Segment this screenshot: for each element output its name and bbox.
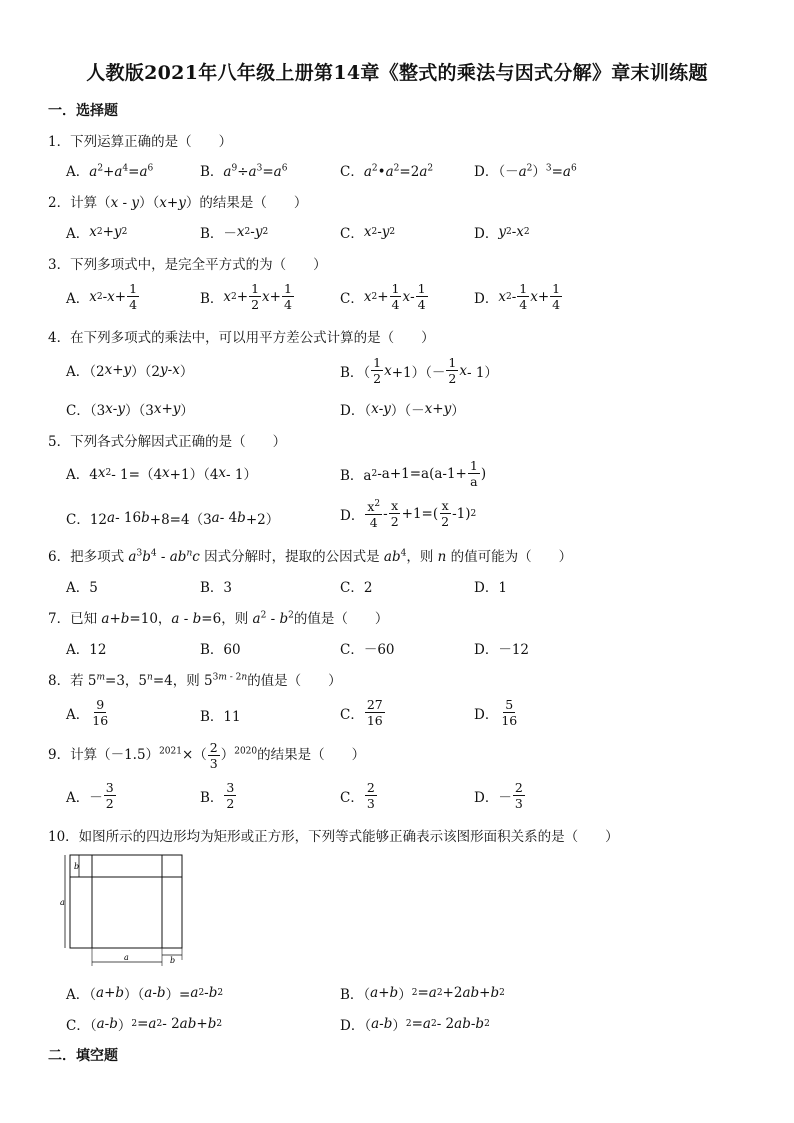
q5-option-a[interactable]: A．4 x 2 - 1=（4 x +1）（4 x - 1）	[66, 465, 257, 483]
q5-option-b[interactable]: B．a 2 -a+1=a(a-1+ $\frac{1}{a}$ )	[340, 458, 487, 489]
question-3: 3．下列多项式中，是完全平方式的为（ ）	[48, 257, 327, 273]
q9-option-b[interactable]: B． $\frac{3}{2}$	[200, 780, 235, 811]
q4-option-c[interactable]: C．（3 x - y ）（3 x + y ）	[66, 401, 194, 419]
q6-option-c[interactable]: C．2	[340, 580, 373, 596]
q1-b-text: B．$a^9\div a^3=a^6$	[200, 163, 288, 180]
q7-option-c[interactable]: C．－60	[340, 642, 395, 658]
question-2: 2．计算（x - y）（x+y）的结果是（ ）	[48, 195, 308, 211]
q1-c-text: C．$a^2•a^2=2a^2$	[340, 163, 434, 180]
q1-option-d[interactable]	[474, 160, 577, 180]
section-choice: 一．选择题	[48, 103, 118, 119]
q7-option-a[interactable]: A．12	[66, 642, 107, 658]
q2-option-d[interactable]: D． y 2 - x 2	[474, 224, 530, 242]
q1-a-text: A．$a^2+a^4=a^6$	[66, 163, 154, 180]
q1-option-c[interactable]	[340, 160, 433, 180]
figure-label-a-left: a	[60, 898, 65, 907]
figure-label-b-left: b	[74, 862, 80, 871]
page-title: 人教版2021年八年级上册第14章《整式的乘法与因式分解》章末训练题	[86, 62, 708, 84]
q6-option-a[interactable]: A．5	[66, 580, 98, 596]
q5-option-c[interactable]: C．12 a - 16 b +8=4（3 a - 4 b +2）	[66, 510, 280, 528]
question-10: 10．如图所示的四边形均为矩形或正方形，下列等式能够正确表示该图形面积关系的是（ ）	[48, 829, 619, 845]
q3-option-b[interactable]: B． x 2 + $\frac{1}{2}$ x + $\frac{1}{4}$	[200, 281, 292, 312]
question-6: 6．把多项式 $a^3b^4 - ab^nc$ 因式分解时，提取的公因式是 $ab^4$，则 n 的值可能为（ ）	[48, 548, 573, 565]
q4-option-a[interactable]: A．（2 x + y ）（2 y - x ）	[66, 362, 194, 380]
q10-option-c[interactable]: C．（ a - b ） 2 = a 2 - 2 ab + b 2	[66, 1016, 223, 1034]
area-figure	[62, 850, 192, 970]
question-1: 1．下列运算正确的是（ ）	[48, 134, 233, 150]
question-7: 7．已知 a+b=10，a - b=6，则 $a^2 - b^2$的值是（ ）	[48, 610, 389, 627]
q5-option-d[interactable]: D． $\frac{x^2}{4}$ - $\frac{x}{2}$ +1=( $\frac{x}{2}$ -1) 2	[340, 498, 477, 531]
question-8: 8．若 $5^m=3$，$5^n=4$，则 $5^{3m - 2n}$的值是（ ）	[48, 672, 342, 689]
q8-option-a[interactable]: A． $\frac{9}{16}$	[66, 697, 109, 728]
q8-option-d[interactable]: D． $\frac{5}{16}$	[474, 697, 518, 728]
q6-option-d[interactable]: D．1	[474, 580, 507, 596]
section-fill-blank: 二．填空题	[48, 1048, 118, 1064]
q1-d-text: D．$(-a^2)^3=a^6$	[474, 163, 577, 180]
q4-option-d[interactable]: D．（ x - y ）（－ x + y ）	[340, 401, 465, 419]
figure-label-b-bottom: b	[170, 956, 176, 965]
q3-option-d[interactable]: D． x 2 - $\frac{1}{4}$ x + $\frac{1}{4}$	[474, 281, 561, 312]
q2-option-c[interactable]: C． x 2 - y 2	[340, 224, 396, 242]
q10-option-d[interactable]: D．（ a - b ） 2 = a 2 - 2 ab - b 2	[340, 1016, 490, 1034]
q10-option-a[interactable]: A．（ a + b ）（ a - b ）= a 2 - b 2	[66, 985, 224, 1003]
q4-option-b[interactable]: B．（ $\frac{1}{2}$ x +1）（－ $\frac{1}{2}$ x - 1）	[340, 355, 498, 386]
q6-option-b[interactable]: B．3	[200, 580, 233, 596]
question-5: 5．下列各式分解因式正确的是（ ）	[48, 434, 287, 450]
q7-option-b[interactable]: B．60	[200, 642, 241, 658]
q2-option-b[interactable]: B．－ x 2 - y 2	[200, 224, 269, 242]
q2-option-a[interactable]: A． x 2 + y 2	[66, 224, 128, 242]
question-4: 4．在下列多项式的乘法中，可以用平方差公式计算的是（ ）	[48, 330, 435, 346]
q8-option-c[interactable]: C． $\frac{27}{16}$	[340, 697, 383, 728]
figure-label-a-bottom: a	[124, 953, 129, 962]
q9-option-a[interactable]: A．－ $\frac{3}{2}$	[66, 780, 114, 811]
q8-option-b[interactable]: B．11	[200, 709, 241, 725]
q9-option-d[interactable]: D．－ $\frac{2}{3}$	[474, 780, 523, 811]
q10-option-b[interactable]: B．（ a + b ） 2 = a 2 +2 ab + b 2	[340, 985, 505, 1003]
q9-option-c[interactable]: C． $\frac{2}{3}$	[340, 780, 375, 811]
question-9: 9．计算$(-1.5)^{2021}\times$（ $\frac{2}{3}$ ）$^{2020}$的结果是（ ）	[48, 740, 366, 771]
q3-option-c[interactable]: C． x 2 + $\frac{1}{4}$ x - $\frac{1}{4}$	[340, 281, 426, 312]
q7-option-d[interactable]: D．－12	[474, 642, 530, 658]
q3-option-a[interactable]: A． x 2 - x + $\frac{1}{4}$	[66, 281, 138, 312]
q1-option-b[interactable]	[200, 160, 287, 180]
q1-option-a[interactable]	[66, 160, 153, 180]
